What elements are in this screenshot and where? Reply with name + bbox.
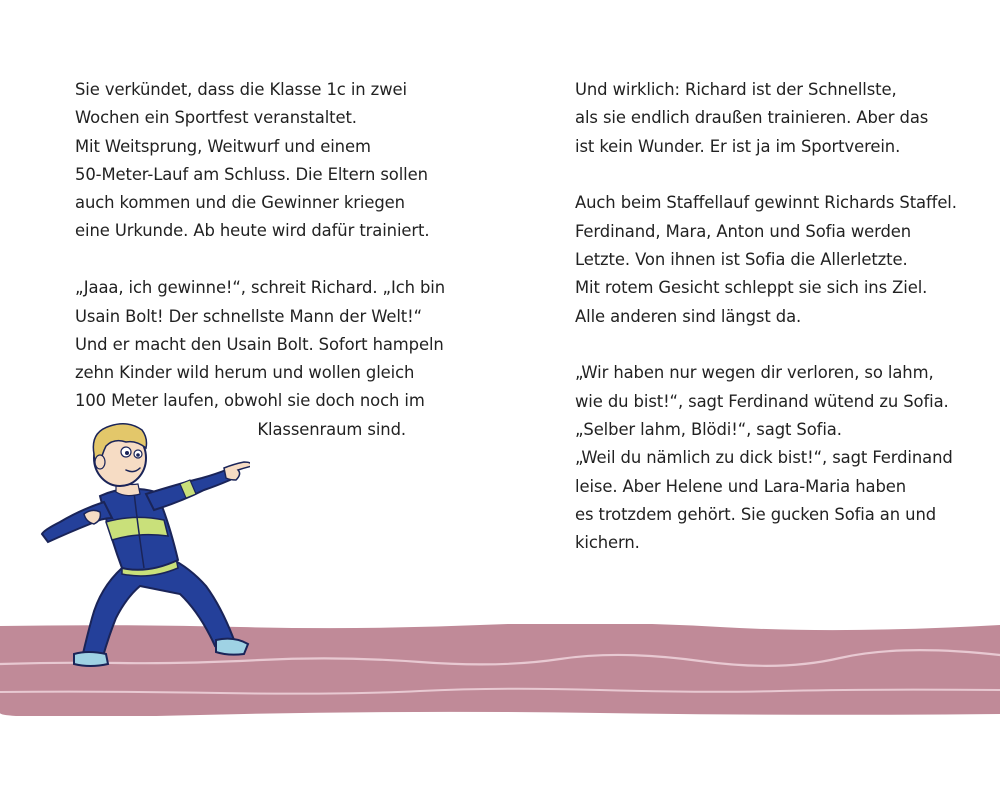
- text-line: leise. Aber Helene und Lara-Maria haben: [575, 476, 907, 496]
- left-text-column: [75, 76, 445, 473]
- text-line: „Selber lahm, Blödi!“, sagt Sofia.: [575, 419, 842, 439]
- text-line: Klassenraum sind.: [257, 419, 406, 439]
- right-shoe: [216, 639, 248, 655]
- paragraph: [575, 359, 975, 557]
- text-line: Und wirklich: Richard ist der Schnellste,: [575, 80, 897, 99]
- text-line: „Wir haben nur wegen dir verloren, so lahm,: [575, 363, 934, 383]
- text-line: Usain Bolt! Der schnellste Mann der Welt!“: [75, 306, 422, 326]
- text-line: eine Urkunde. Ab heute wird dafür trainiert.: [75, 221, 430, 241]
- text-line: auch kommen und die Gewinner kriegen: [75, 193, 405, 213]
- text-line: Mit Weitsprung, Weitwurf und einem: [75, 136, 371, 156]
- text-line: Wochen ein Sportfest veranstaltet.: [75, 108, 357, 128]
- right-text-column: [575, 76, 975, 586]
- text-line: Mit rotem Gesicht schleppt sie sich ins Ziel.: [575, 278, 928, 298]
- bent-arm: [42, 502, 112, 542]
- text-line: Alle anderen sind längst da.: [575, 306, 802, 326]
- text-line: Sie verkündet, dass die Klasse 1c in zwei: [75, 80, 407, 99]
- paragraph: [75, 76, 445, 246]
- text-line: 100 Meter laufen, obwohl sie doch noch im: [75, 391, 425, 411]
- text-line: Ferdinand, Mara, Anton und Sofia werden: [575, 221, 912, 241]
- text-line: kichern.: [575, 533, 640, 553]
- paragraph: [575, 189, 975, 330]
- text-line: ist kein Wunder. Er ist ja im Sportverein.: [575, 136, 901, 156]
- text-line: es trotzdem gehört. Sie gucken Sofia an und: [575, 504, 937, 524]
- paragraph: [575, 76, 975, 161]
- left-shoe: [74, 652, 108, 666]
- text-line: „Weil du nämlich zu dick bist!“, sagt Ferdinand: [575, 448, 953, 468]
- paragraph: [75, 274, 445, 444]
- text-line: wie du bist!“, sagt Ferdinand wütend zu Sofia.: [575, 391, 949, 411]
- text-line: Auch beim Staffellauf gewinnt Richards Staffel.: [575, 193, 957, 213]
- text-line: 50-Meter-Lauf am Schluss. Die Eltern sollen: [75, 164, 428, 184]
- text-line: als sie endlich draußen trainieren. Aber das: [575, 108, 929, 128]
- text-line: „Jaaa, ich gewinne!“, schreit Richard. „Ich bin: [75, 278, 446, 298]
- text-line: zehn Kinder wild herum und wollen gleich: [75, 363, 415, 383]
- text-line: Letzte. Von ihnen ist Sofia die Allerletzte.: [575, 249, 908, 269]
- text-line: Und er macht den Usain Bolt. Sofort hampeln: [75, 334, 444, 354]
